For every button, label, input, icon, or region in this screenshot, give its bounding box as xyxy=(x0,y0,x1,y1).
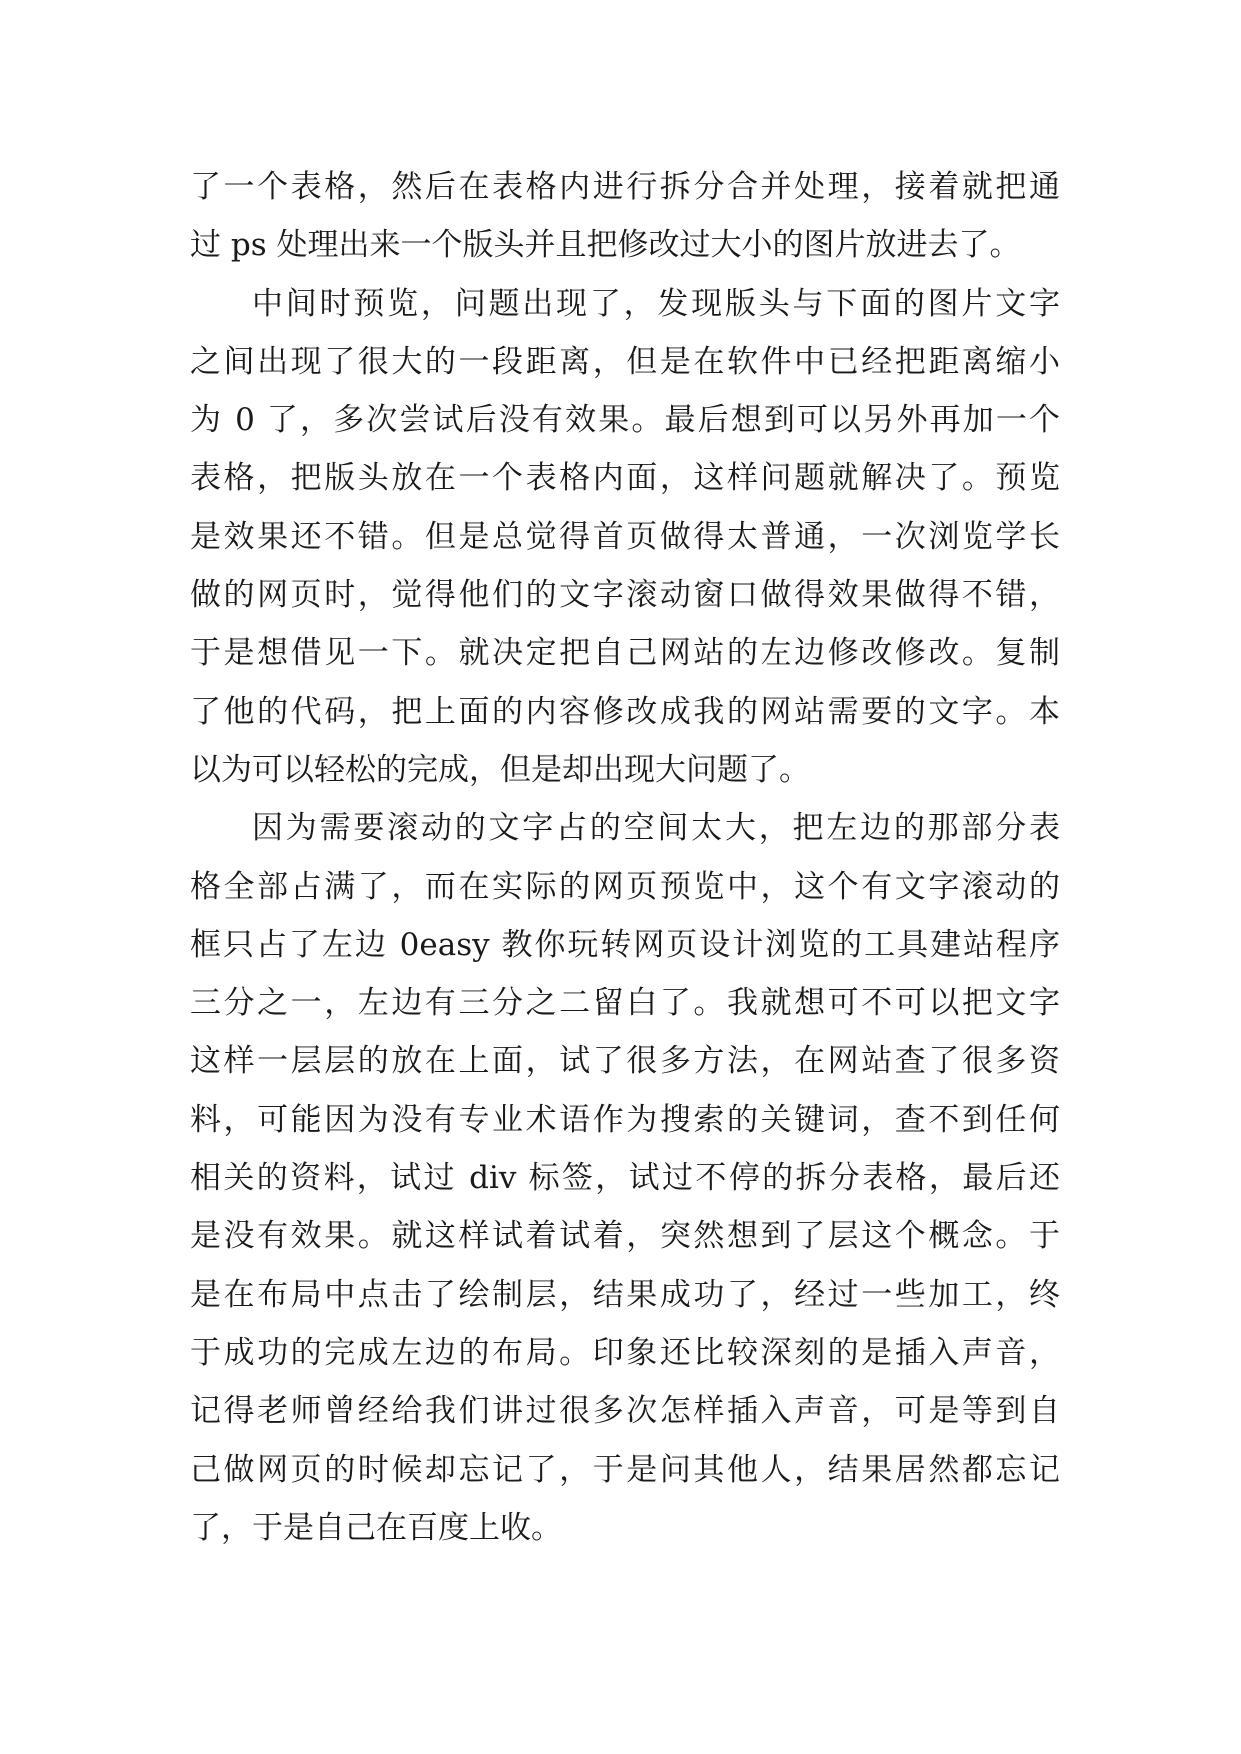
text-line: 做的网页时，觉得他们的文字滚动窗口做得效果做得不错， xyxy=(190,577,1060,614)
body-text xyxy=(190,158,1060,1557)
text-line: 于是想借见一下。就决定把自己网站的左边修改修改。复制 xyxy=(190,635,1060,672)
text-line: 框只占了左边 0easy 教你玩转网页设计浏览的工具建站程序 xyxy=(190,926,1060,963)
text-line: 相关的资料，试过 div 标签，试过不停的拆分表格，最后还 xyxy=(190,1160,1060,1197)
text-line: 表格，把版头放在一个表格内面，这样问题就解决了。预览 xyxy=(190,460,1060,497)
text-line: 是没有效果。就这样试着试着，突然想到了层这个概念。于 xyxy=(190,1218,1060,1255)
text-line: 过 ps 处理出来一个版头并且把修改过大小的图片放进去了。 xyxy=(190,227,1021,264)
text-line: 为 0 了，多次尝试后没有效果。最后想到可以另外再加一个 xyxy=(190,402,1060,439)
text-line: 因为需要滚动的文字占的空间太大，把左边的那部分表 xyxy=(252,810,1060,847)
text-line: 了他的代码，把上面的内容修改成我的网站需要的文字。本 xyxy=(190,693,1060,730)
text-line: 于成功的完成左边的布局。印象还比较深刻的是插入声音， xyxy=(190,1334,1060,1371)
text-line: 了，于是自己在百度上收。 xyxy=(190,1509,562,1546)
text-line: 是效果还不错。但是总觉得首页做得太普通，一次浏览学长 xyxy=(190,518,1060,555)
text-line: 中间时预览，问题出现了，发现版头与下面的图片文字 xyxy=(252,285,1060,322)
text-line: 三分之一，左边有三分之二留白了。我就想可不可以把文字 xyxy=(190,985,1060,1022)
text-line: 格全部占满了，而在实际的网页预览中，这个有文字滚动的 xyxy=(190,868,1060,905)
text-line: 以为可以轻松的完成，但是却出现大问题了。 xyxy=(190,751,810,788)
text-line: 了一个表格，然后在表格内进行拆分合并处理，接着就把通 xyxy=(190,169,1060,205)
text-line: 之间出现了很大的一段距离，但是在软件中已经把距离缩小 xyxy=(190,343,1060,380)
text-line: 是在布局中点击了绘制层，结果成功了，经过一些加工，终 xyxy=(190,1276,1060,1313)
text-line: 这样一层层的放在上面，试了很多方法，在网站查了很多资 xyxy=(190,1043,1060,1080)
text-line: 己做网页的时候却忘记了，于是问其他人，结果居然都忘记 xyxy=(190,1451,1060,1488)
text-line: 记得老师曾经给我们讲过很多次怎样插入声音，可是等到自 xyxy=(190,1393,1060,1430)
text-line: 料，可能因为没有专业术语作为搜索的关键词，查不到任何 xyxy=(190,1101,1060,1138)
